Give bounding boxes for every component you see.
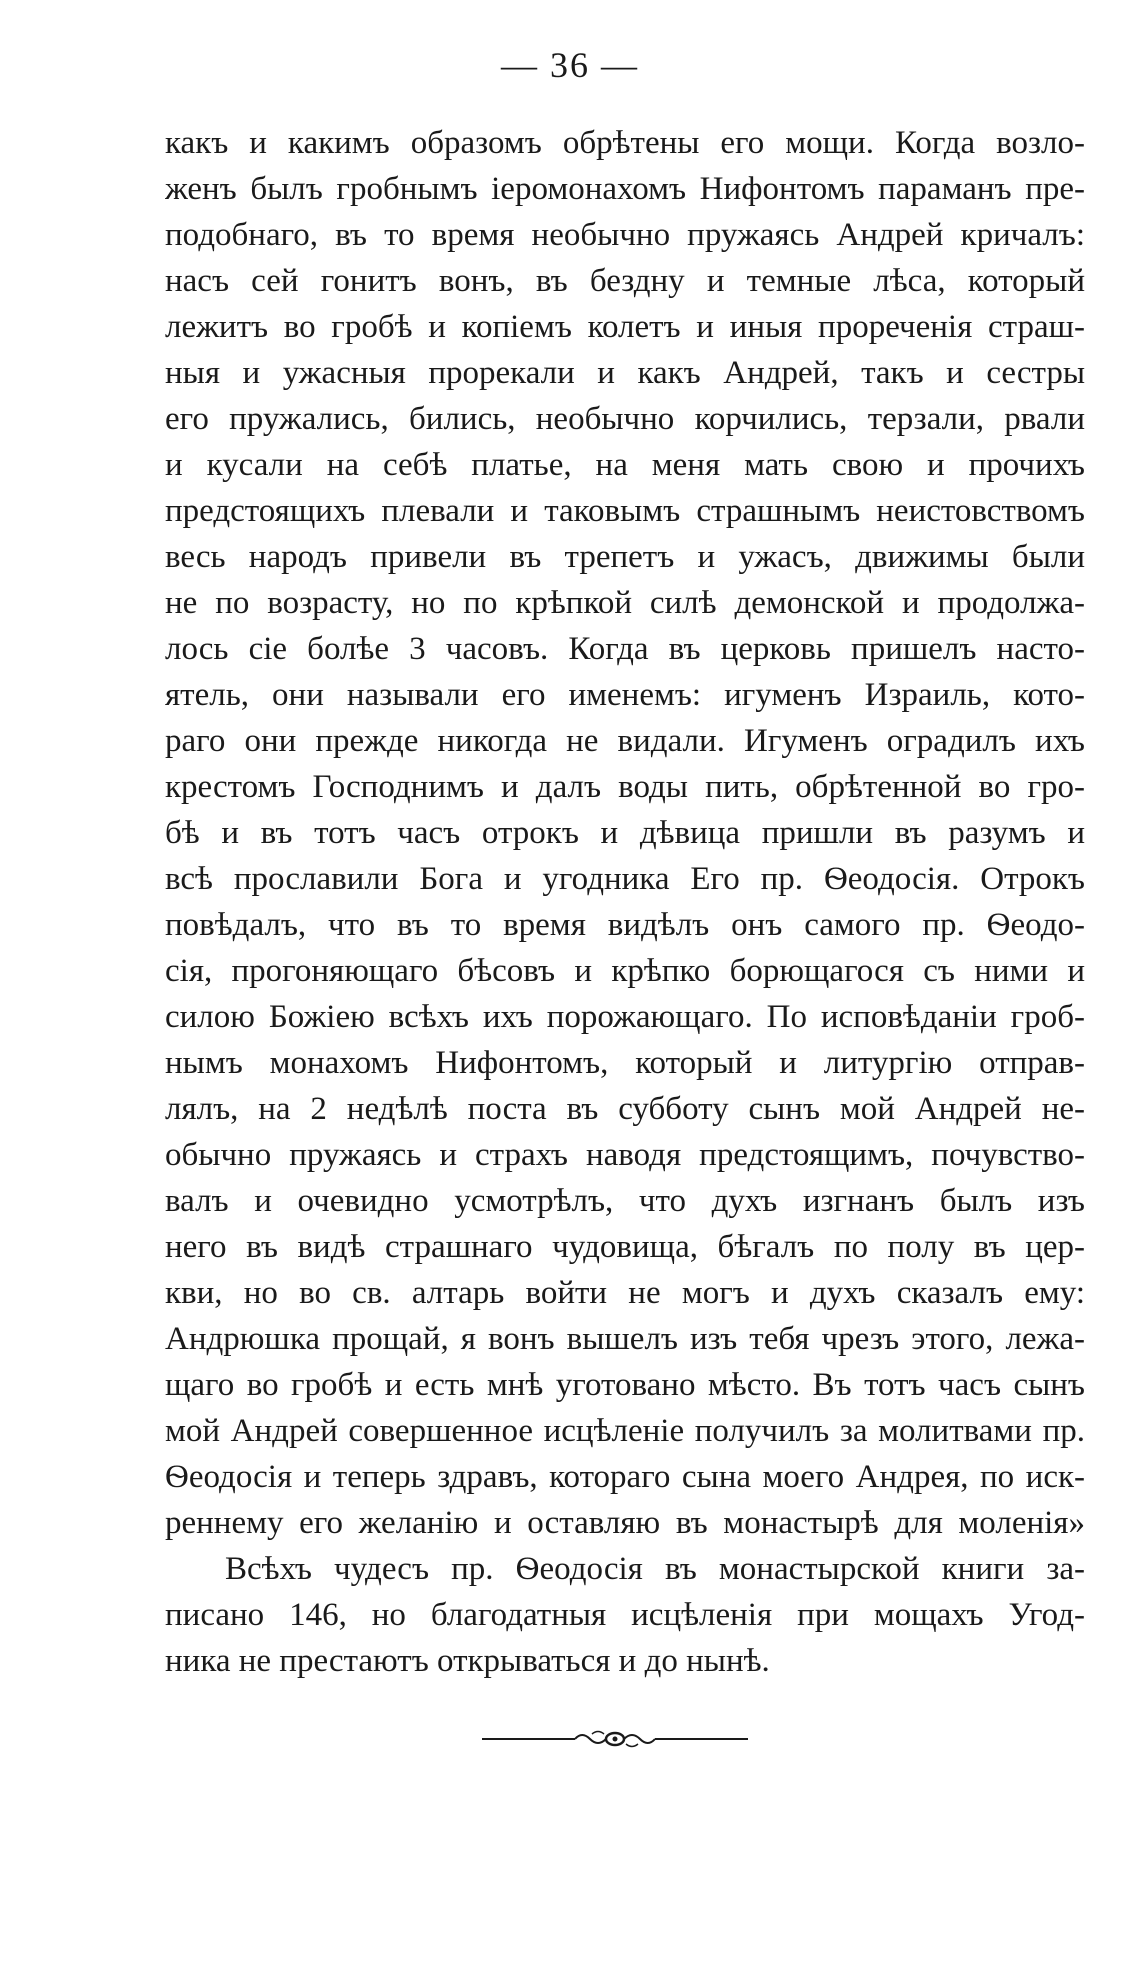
text-line: предстоящихъ плевали и таковымъ страшнымъ неистовствомъ <box>165 493 1085 529</box>
text-line: его пружались, бились, необычно корчились, терзали, рвали <box>165 401 1085 437</box>
text-line: бѣ и въ тотъ часъ отрокъ и дѣвица пришли въ разумъ и <box>165 815 1085 851</box>
text-line: насъ сей гонитъ вонъ, въ бездну и темные лѣса, который <box>165 263 1085 299</box>
page-number: — 36 — <box>501 45 639 85</box>
text-line: лежитъ во гробѣ и копіемъ колетъ и иныя прореченія страш- <box>165 309 1085 345</box>
body-text <box>165 120 1085 1684</box>
text-line: и кусали на себѣ платье, на меня мать свою и прочихъ <box>165 447 1085 483</box>
text-line: всѣ прославили Бога и угодника Его пр. Ѳеодосія. Отрокъ <box>165 861 1085 897</box>
text-line: кви, но во св. алтарь войти не могъ и духъ сказалъ ему: <box>165 1275 1085 1311</box>
paragraph-1 <box>165 120 1085 1546</box>
text-line: нымъ монахомъ Нифонтомъ, который и литургію отправ- <box>165 1045 1085 1081</box>
text-line: раго они прежде никогда не видали. Игуменъ оградилъ ихъ <box>165 723 1085 759</box>
text-line: него въ видѣ страшнаго чудовища, бѣгалъ по полу въ цер- <box>165 1229 1085 1265</box>
text-line: обычно пружаясь и страхъ наводя предстоящимъ, почувство- <box>165 1137 1085 1173</box>
tailpiece-ornament-icon <box>480 1727 750 1751</box>
text-line: сія, прогоняющаго бѣсовъ и крѣпко борющагося съ ними и <box>165 953 1085 989</box>
text-line: ныя и ужасныя прорекали и какъ Андрей, такъ и сестры <box>165 355 1085 391</box>
text-line: мой Андрей совершенное исцѣленіе получилъ за молитвами пр. <box>165 1413 1085 1449</box>
text-line: весь народъ привели въ трепетъ и ужасъ, движимы были <box>165 539 1085 575</box>
text-line: щаго во гробѣ и есть мнѣ уготовано мѣсто. Въ тотъ часъ сынъ <box>165 1367 1085 1403</box>
text-line: подобнаго, въ то время необычно пружаясь Андрей кричалъ: <box>165 217 1085 253</box>
text-line: Ѳеодосія и теперь здравъ, котораго сына моего Андрея, по иск- <box>165 1459 1085 1495</box>
text-line: ятель, они называли его именемъ: игуменъ Израиль, кото- <box>165 677 1085 713</box>
text-line: повѣдалъ, что въ то время видѣлъ онъ самого пр. Ѳеодо- <box>165 907 1085 943</box>
text-line: силою Божіею всѣхъ ихъ порожающаго. По исповѣданіи гроб- <box>165 999 1085 1035</box>
text-line: крестомъ Господнимъ и далъ воды пить, обрѣтенной во гро- <box>165 769 1085 805</box>
text-line: лялъ, на 2 недѣлѣ поста въ субботу сынъ мой Андрей не- <box>165 1091 1085 1127</box>
text-line: ника не престаютъ открываться и до нынѣ. <box>165 1643 770 1679</box>
text-line: писано 146, но благодатныя исцѣленія при мощахъ Угод- <box>165 1597 1085 1633</box>
text-line: не по возрасту, но по крѣпкой силѣ демонской и продолжа- <box>165 585 1085 621</box>
text-line: валъ и очевидно усмотрѣлъ, что духъ изгнанъ былъ изъ <box>165 1183 1085 1219</box>
text-line: какъ и какимъ образомъ обрѣтены его мощи. Когда возло- <box>165 125 1085 161</box>
text-line: Всѣхъ чудесъ пр. Ѳеодосія въ монастырской книги за- <box>225 1551 1085 1587</box>
paragraph-2 <box>165 1546 1085 1684</box>
text-line: лось сіе болѣе 3 часовъ. Когда въ церковь пришелъ насто- <box>165 631 1085 667</box>
text-line: реннему его желанію и оставляю въ монастырѣ для моленія» <box>165 1505 1085 1541</box>
text-line: женъ былъ гробнымъ іеромонахомъ Нифонтомъ параманъ пре- <box>165 171 1085 207</box>
text-line: Андрюшка прощай, я вонъ вышелъ изъ тебя чрезъ этого, лежа- <box>165 1321 1085 1357</box>
